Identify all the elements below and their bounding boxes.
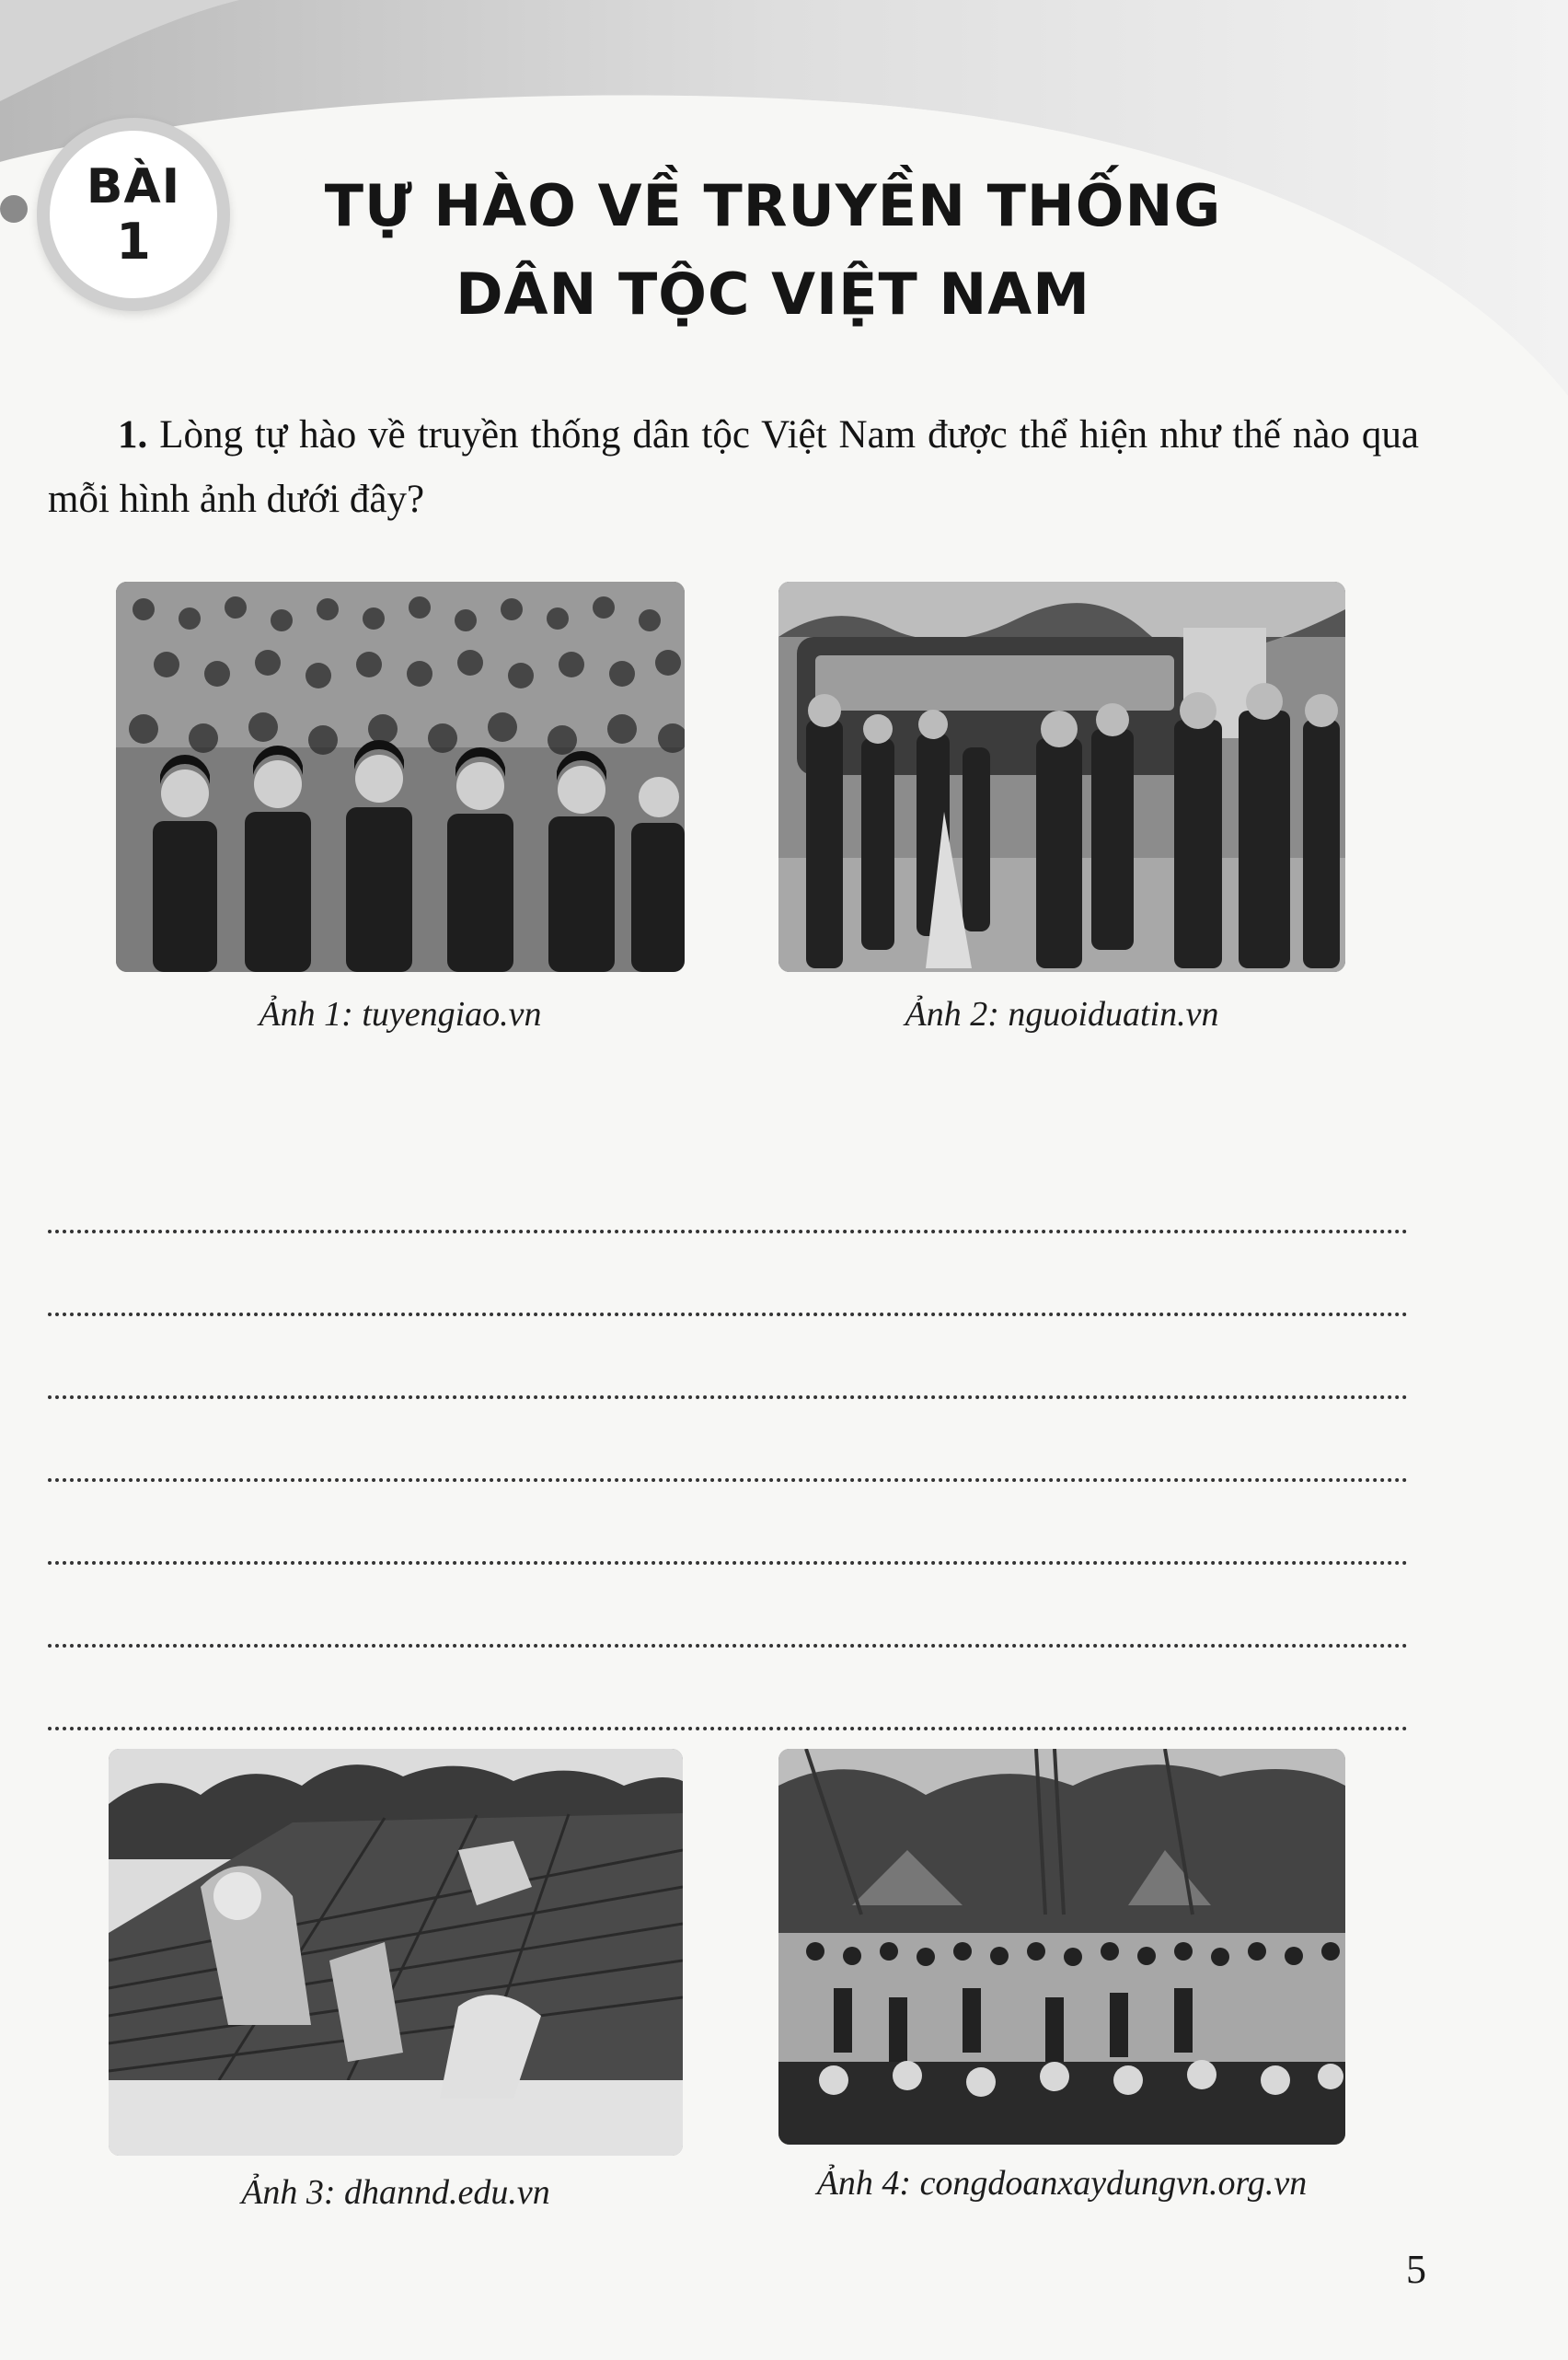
lesson-badge (37, 118, 230, 311)
answer-line[interactable] (48, 1151, 1408, 1233)
photo-2-caption: Ảnh 2: nguoiduatin.vn (905, 995, 1219, 1034)
answer-line[interactable] (48, 1482, 1408, 1565)
answer-line[interactable] (48, 1316, 1408, 1399)
question-text: Lòng tự hào về truyền thống dân tộc Việt Nam được thể hiện như thế nào qua mỗi hình ảnh dưới đây? (48, 413, 1419, 521)
question-1 (48, 403, 1419, 532)
lesson-title-line-2: DÂN TỘC VIỆT NAM (455, 260, 1090, 328)
photo-3-caption: Ảnh 3: dhannd.edu.vn (241, 2173, 550, 2212)
lesson-number: 1 (116, 213, 151, 271)
page-number: 5 (1406, 2247, 1426, 2292)
photo-1 (116, 582, 685, 972)
answer-line[interactable] (48, 1565, 1408, 1648)
photo-4-caption: Ảnh 4: congdoanxaydungvn.org.vn (816, 2164, 1308, 2203)
answer-lines (48, 1151, 1408, 1730)
photo-3 (109, 1749, 683, 2156)
lesson-title-line-1: TỰ HÀO VỀ TRUYỀN THỐNG (324, 172, 1222, 239)
answer-line[interactable] (48, 1399, 1408, 1482)
answer-line[interactable] (48, 1648, 1408, 1730)
lesson-label: BÀI (86, 159, 181, 214)
badge-dot-decoration (0, 195, 28, 223)
answer-line[interactable] (48, 1233, 1408, 1316)
photo-1-caption: Ảnh 1: tuyengiao.vn (259, 995, 542, 1034)
photo-2 (778, 582, 1345, 972)
question-number: 1. (118, 413, 148, 457)
photo-4 (778, 1749, 1345, 2145)
